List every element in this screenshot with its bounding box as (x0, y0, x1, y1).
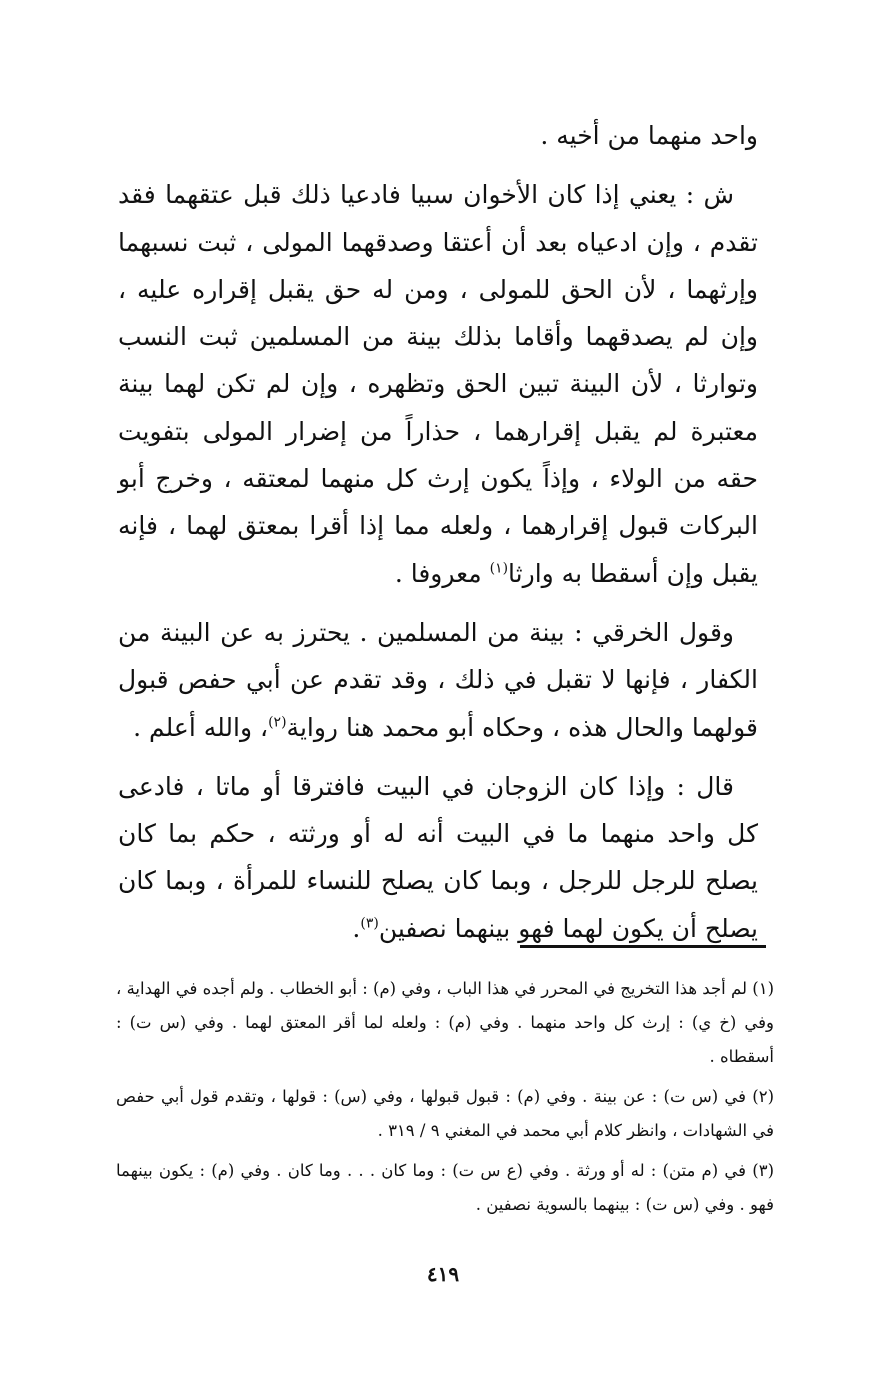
footnote-3: (٣) في (م متن) : له أو ورثة . وفي (ع س ت) : وما كان . . . وما كان . وفي (م) : يكون بينهما فهو . وفي (س ت) : بينهما بالسوية نصفين . (116, 1161, 774, 1214)
footnotes-section (116, 972, 774, 1228)
paragraph-1 (118, 112, 758, 159)
paragraph-text: واحد منهما من أخيه . (540, 121, 758, 150)
footnote-marker-3[interactable]: (٣) (360, 915, 379, 932)
page-number: ٤١٩ (426, 1262, 460, 1286)
paragraph-tail: معروفا . (394, 558, 490, 588)
footnote-marker-2[interactable]: (٢) (268, 714, 287, 731)
paragraph-2 (118, 171, 758, 597)
paragraph-3 (118, 609, 758, 751)
footnote-marker-1[interactable]: (١) (489, 560, 509, 577)
main-text (118, 112, 758, 952)
paragraph-text: قال : وإذا كان الزوجان في البيت فافترقا أو ماتا ، فادعى كل واحد منهما ما في البيت أنه له أو ورثته ، حكم بما كان يصلح للرجل للرجل ، وبما كان يصلح للنساء للمرأة ، وبما كان يصلح أن يكون لهما فهو بينهما نصفين (118, 771, 758, 943)
paragraph-tail: . (352, 913, 361, 943)
paragraph-tail: ، والله أعلم . (133, 712, 269, 742)
footnote-divider (520, 945, 766, 948)
footnote-2: (٢) في (س ت) : عن بينة . وفي (م) : قبول قبولها ، وفي (س) : قولها ، وتقدم قول أبي حفص في الشهادات ، وانظر كلام أبي محمد في المغني ٩ / ٣١٩ . (116, 1087, 774, 1140)
paragraph-4 (118, 763, 758, 952)
paragraph-text: وقول الخرقي : بينة من المسلمين . يحترز به عن البينة من الكفار ، فإنها لا تقبل في ذلك ، وقد تقدم عن أبي حفص قبول قولهما والحال هذه ، وحكاه أبو محمد هنا رواية (118, 617, 758, 742)
paragraph-text: ش : يعني إذا كان الأخوان سبيا فادعيا ذلك قبل عتقهما فقد تقدم ، وإن ادعياه بعد أن أعتقا وصدقهما المولى ، ثبت نسبهما وإرثهما ، لأن الحق للمولى ، ومن له حق يقبل إقراره عليه ، وإن لم يصدقهما وأقاما بذلك بينة من المسلمين ثبت النسب وتوارثا ، لأن البينة تبين الحق وتظهره ، وإن لم تكن لهما بينة معتبرة لم يقبل إقرارهما ، حذاراً من إضرار المولى بتفويت حقه من الولاء ، وإذاً يكون إرث كل منهما لمعتقه ، وخرج أبو البركات قبول إقرارهما ، ولعله مما إذا أقرا بمعتق لهما ، فإنه يقبل وإن أسقطا به وارثا (118, 180, 758, 588)
footnote-1: (١) لم أجد هذا التخريج في المحرر في هذا الباب ، وفي (م) : أبو الخطاب . ولم أجده في الهداية ، وفي (خ ي) : إرث كل واحد منهما . وفي (م) : ولعله لما أقر المعتق لهما . وفي (س ت) : أسقطاه . (116, 979, 774, 1066)
